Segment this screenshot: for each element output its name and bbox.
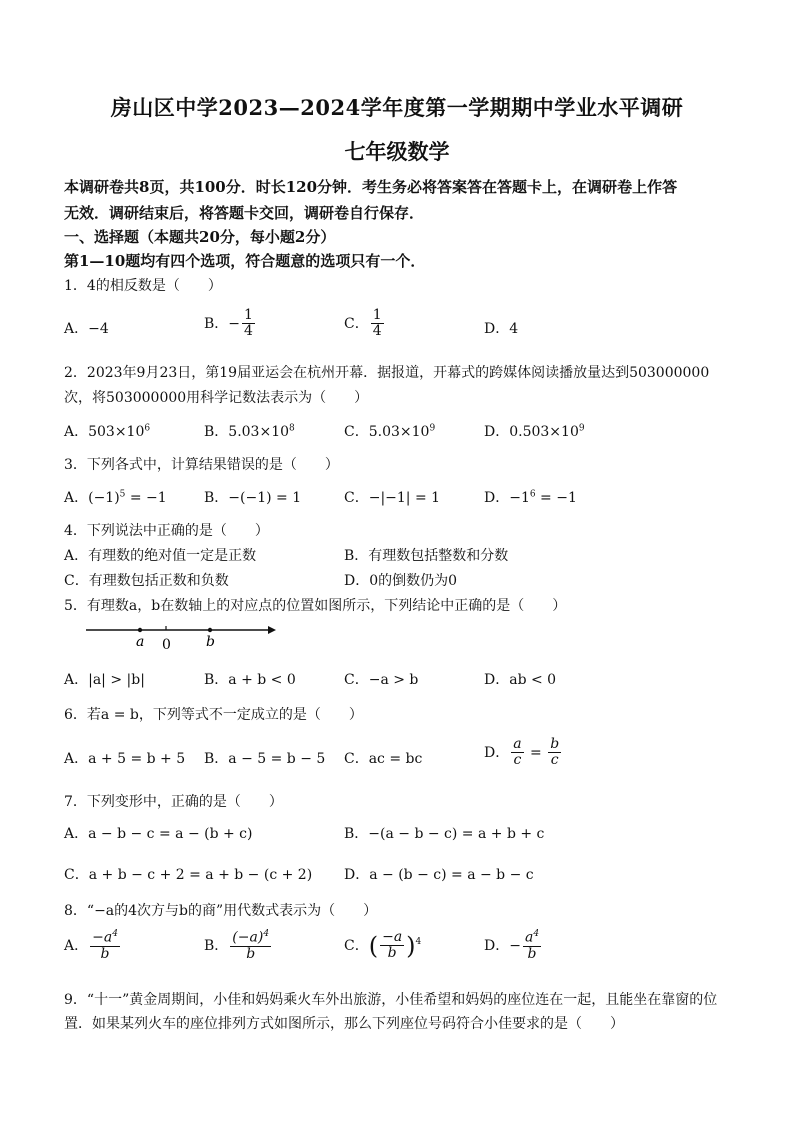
section-heading: 一、选择题（本题共20分，每小题2分） [64,228,336,246]
question-3-stem: 3．下列各式中，计算结果错误的是（ ） [64,457,339,473]
q8-d-exp: 4 [533,929,540,939]
question-7-stem: 7．下列变形中，正确的是（ ） [64,794,283,810]
q4-option-c: C．有理数包括正数和负数 [64,573,229,589]
q3-a-rest: = −1 [125,490,167,506]
q8-option-a [64,930,122,962]
q8-b-exp: 4 [263,929,270,939]
q6-d-left-fraction [511,737,523,769]
q8-d-num-text: a [524,929,534,946]
q2-b-exp: 8 [289,423,295,434]
q2-option-a [64,421,150,441]
q3-a-exp: 5 [119,489,126,500]
page-title: 房山区中学2023—2024学年度第一学期期中学业水平调研 [110,95,684,120]
q8-c-prefix: C． [344,937,369,954]
question-6-stem: 6．若a = b，下列等式不一定成立的是（ ） [64,707,363,723]
q1-option-b [204,308,257,340]
question-4-stem: 4．下列说法中正确的是（ ） [64,523,269,539]
q8-c-fraction [380,930,404,962]
q2-d-text: D．0.503×10 [484,424,579,440]
q8-d-prefix: D．− [484,938,521,955]
q8-a-num-text: −a [92,929,113,946]
q3-option-a [64,487,167,507]
q5-option-b: B．a + b < 0 [204,672,296,688]
q3-d-exp: 6 [529,489,536,500]
q8-option-c [344,930,421,962]
page-subtitle: 七年级数学 [344,139,450,164]
q6-d-rn: b [550,736,560,752]
q6-option-b: B．a − 5 = b − 5 [204,751,326,767]
q1-b-prefix: B．− [204,315,241,332]
origin-label: 0 [162,637,171,653]
q2-a-text: A．503×10 [64,424,145,440]
q3-option-b: B．−(−1) = 1 [204,490,302,506]
q6-option-a: A．a + 5 = b + 5 [64,751,186,767]
q1-b-fraction [242,308,255,340]
instructions-line-1: 本调研卷共8页，共100分．时长120分钟．考生务必将答案答在答题卡上，在调研卷上作答 [64,178,678,196]
q2-d-exp: 9 [578,423,585,434]
q8-a-num [90,930,120,947]
q8-b-den: b [246,946,256,963]
question-8-stem: 8．“−a的4次方与b的商”用代数式表示为（ ） [64,903,378,919]
q6-d-ld: c [513,752,522,769]
q8-b-num [230,930,271,947]
q1-b-den: 4 [244,323,253,340]
q3-option-c: C．−|−1| = 1 [344,490,441,506]
q8-b-num-text: (−a) [232,929,264,946]
q6-option-c: C．ac = bc [344,751,423,767]
q2-b-text: B．5.03×10 [204,424,290,440]
q6-d-prefix: D． [484,744,510,761]
q7-option-c: C．a + b − c + 2 = a + b − (c + 2) [64,867,313,883]
q8-d-den: b [527,946,537,963]
q1-option-c [344,308,386,340]
q8-option-b [204,930,273,962]
q8-c-exp: 4 [415,937,422,948]
q8-c-open-paren: ( [368,931,379,960]
point-a-dot [138,628,142,632]
q7-option-a: A．a − b − c = a − (b + c) [64,826,253,842]
q1-option-a: A．−4 [64,321,109,337]
q7-option-b: B．−(a − b − c) = a + b + c [344,826,545,842]
q8-a-exp: 4 [112,929,118,939]
q2-option-b [204,421,295,441]
q3-d-text: D．−1 [484,490,530,506]
q4-option-d: D．0的倒数仍为0 [344,573,458,589]
number-line-figure [60,618,280,654]
q8-option-d [484,930,543,962]
q1-b-num: 1 [244,307,253,323]
point-b-dot [208,628,212,632]
question-2-stem-1: 2．2023年9月23日，第19届亚运会在杭州开幕．据报道，开幕式的跨媒体阅读播放量达到503000000 [64,365,710,381]
q8-c-num: −a [382,929,403,945]
q4-option-b: B．有理数包括整数和分数 [344,548,509,564]
q6-d-eq: = [525,744,547,761]
q6-d-ln: a [513,736,522,752]
question-9-stem-1: 9．“十一”黄金周期间，小佳和妈妈乘火车外出旅游，小佳希望和妈妈的座位连在一起，且能坐在靠窗的位 [64,992,718,1008]
q7-option-d: D．a − (b − c) = a − b − c [344,867,534,883]
q6-option-d [484,737,563,769]
q4-option-a: A．有理数的绝对值一定是正数 [64,548,257,564]
q1-c-den: 4 [372,323,382,340]
q8-c-close-paren: ) [406,931,416,960]
q1-c-prefix: C． [344,315,369,332]
q6-d-rd: c [550,752,559,769]
section-note: 第1—10题均有四个选项，符合题意的选项只有一个． [64,252,426,270]
question-9-stem-2: 置．如果某列火车的座位排列方式如图所示，那么下列座位号码符合小佳要求的是（ ） [64,1016,624,1032]
question-2-stem-2: 次，将503000000用科学记数法表示为（ ） [64,390,369,406]
q8-b-fraction [230,930,271,962]
q8-d-num [523,930,541,947]
q5-option-a: A．|a| > |b| [64,672,145,688]
question-1-stem: 1．4的相反数是（ ） [64,278,222,294]
q3-a-text: A．(−1) [64,490,120,506]
instructions-line-2: 无效．调研结束后，将答题卡交回，调研卷自行保存． [64,204,425,222]
q8-b-prefix: B． [204,938,229,955]
point-a-label: a [136,634,145,650]
q2-option-d [484,421,585,441]
number-line-arrow [268,626,276,634]
q5-option-d: D．ab < 0 [484,672,557,688]
q8-a-prefix: A． [64,938,89,955]
q5-option-c: C．−a > b [344,672,419,688]
q3-d-rest: = −1 [535,490,577,506]
q8-c-den: b [387,945,397,962]
q2-c-text: C．5.03×10 [344,424,430,440]
q8-d-fraction [523,930,541,962]
q1-c-fraction [371,308,384,340]
q8-a-den: b [100,946,110,963]
point-b-label: b [206,634,215,650]
q2-a-exp: 6 [144,423,151,434]
q6-d-right-fraction [548,737,561,769]
q1-c-num: 1 [372,307,382,323]
q2-option-c [344,421,435,441]
question-5-stem: 5．有理数a，b在数轴上的对应点的位置如图所示，下列结论中正确的是（ ） [64,598,567,614]
q1-option-d: D．4 [484,321,519,337]
q2-c-exp: 9 [429,423,436,434]
q3-option-d [484,487,577,507]
q8-a-fraction [90,930,120,962]
